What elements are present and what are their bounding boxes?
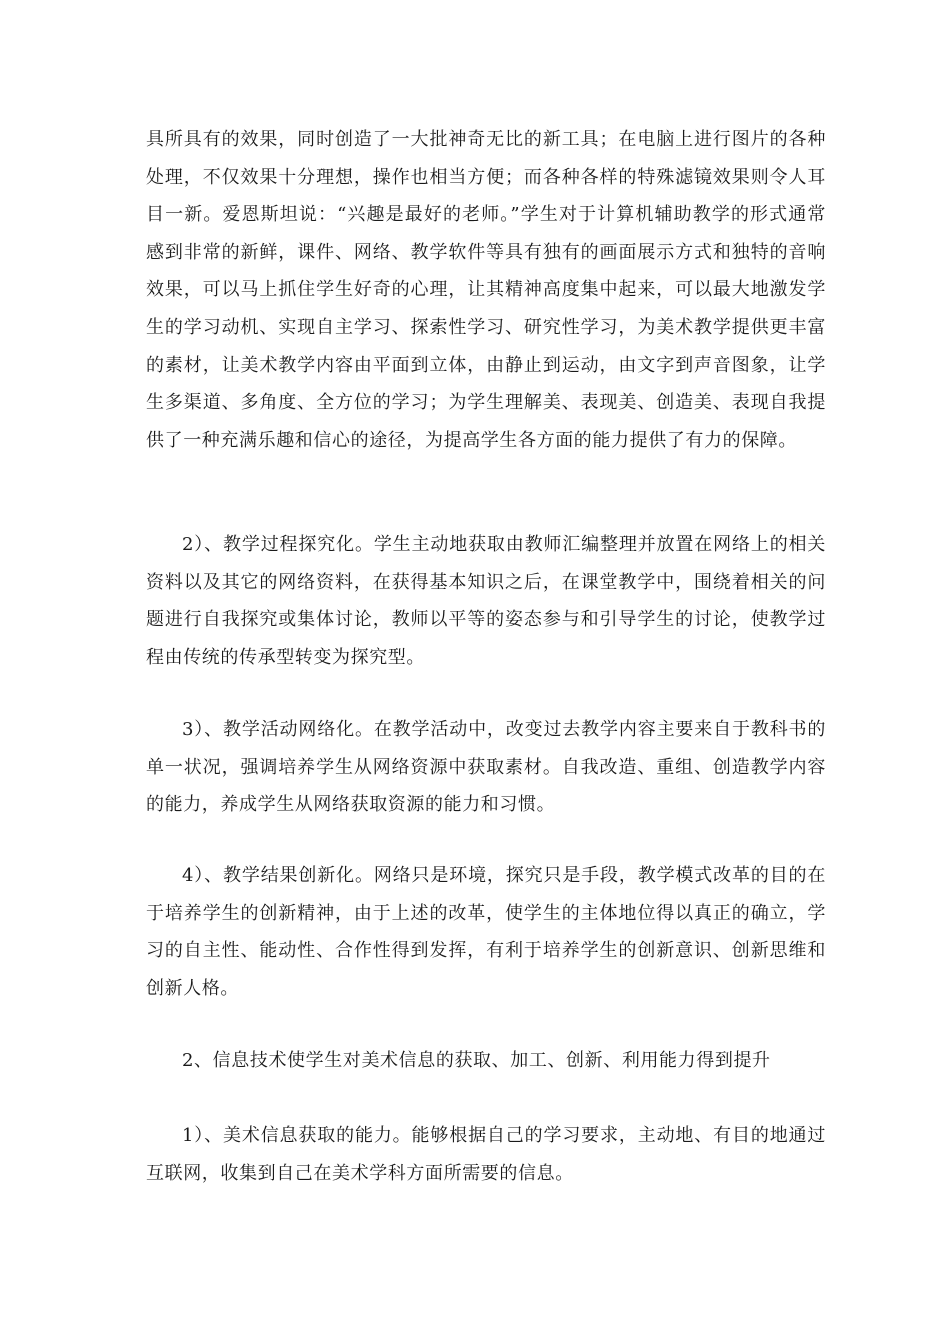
paragraph-information-acquisition: 1）、美术信息获取的能力。能够根据自己的学习要求，主动地、有目的地通过互联网，收集到自己在美术学科方面所需要的信息。 bbox=[146, 1125, 826, 1184]
section-heading-2: 2、信息技术使学生对美术信息的获取、加工、创新、利用能力得到提升 bbox=[182, 1050, 771, 1071]
paragraph-innovative-results: 4）、教学结果创新化。网络只是环境，探究只是手段，教学模式改革的目的在于培养学生的创新精神，由于上述的改革，使学生的主体地位得以真正的确立，学习的自主性、能动性、合作性得到发挥，有利于培养学生的创新意识、创新思维和创新人格。 bbox=[146, 865, 826, 999]
paragraph-inquiry-teaching: 2）、教学过程探究化。学生主动地获取由教师汇编整理并放置在网络上的相关资料以及其它的网络资料，在获得基本知识之后，在课堂教学中，围绕着相关的问题进行自我探究或集体讨论，教师以平等的姿态参与和引导学生的讨论，使教学过程由传统的传承型转变为探究型。 bbox=[146, 534, 826, 668]
paragraph-networked-activities: 3）、教学活动网络化。在教学活动中，改变过去教学内容主要来自于教科书的单一状况，强调培养学生从网络资源中获取素材。自我改造、重组、创造教学内容的能力，养成学生从网络获取资源的能力和习惯。 bbox=[146, 719, 826, 816]
paragraph-continuation: 具所具有的效果，同时创造了一大批神奇无比的新工具；在电脑上进行图片的各种处理，不仅效果十分理想，操作也相当方便；而各种各样的特殊滤镜效果则令人耳目一新。爱恩斯坦说：“兴趣是最好的老师。”学生对于计算机辅助教学的形式通常感到非常的新鲜，课件、网络、教学软件等具有独有的画面展示方式和独特的音响效果，可以马上抓住学生好奇的心理，让其精神高度集中起来，可以最大地激发学生的学习动机、实现自主学习、探索性学习、研究性学习，为美术教学提供更丰富的素材，让美术教学内容由平面到立体，由静止到运动，由文字到声音图象，让学生多渠道、多角度、全方位的学习；为学生理解美、表现美、创造美、表现自我提供了一种充满乐趣和信心的途径，为提高学生各方面的能力提供了有力的保障。 bbox=[146, 129, 826, 451]
